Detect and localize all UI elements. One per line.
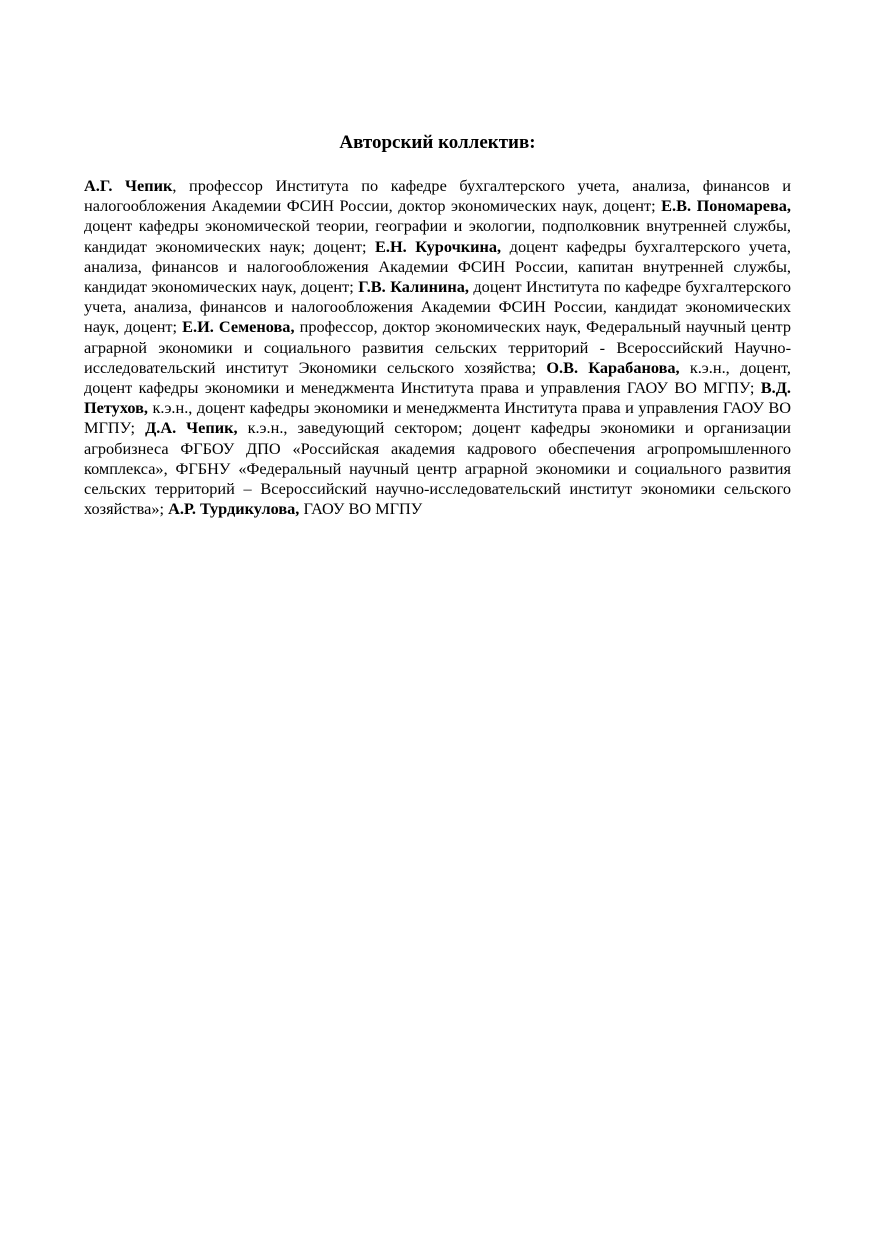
author-name: Е.В. Пономарева, [661, 196, 791, 216]
author-description: доцент Института по кафедре бухгалтерского учета, анализа, финансов и налогообложения Академии ФСИН России, кандидат экономических наук, доцент; [84, 277, 791, 337]
author-description: доцент кафедры бухгалтерского учета, анализа, финансов и налогообложения Академии ФСИН России, капитан внутренней службы, кандидат экономических наук, доцент; [84, 236, 791, 297]
author-description: профессор, доктор экономических наук, Федеральный научный центр аграрной экономики и социального развития сельских территорий - Всероссийский Научно-исследовательский институт Экономики сельского хозяйства; [84, 317, 792, 377]
authors-paragraph [84, 176, 791, 519]
author-name: В.Д. Петухов, [84, 378, 791, 418]
author-name: Г.В. Калинина, [358, 277, 469, 297]
author-description: к.э.н., заведующий сектором; доцент кафедры экономики и организации агробизнеса ФГБОУ ДПО «Российская академия кадрового обеспечения агропромышленного комплекса», ФГБНУ «Федеральный научный центр аграрной экономики и социального развития сельских территорий – Всероссийский научно-исследовательский институт экономики сельского хозяйства»; [84, 418, 791, 519]
author-name: Е.Н. Курочкина, [375, 236, 502, 256]
page-title: Авторский коллектив: [339, 132, 536, 153]
author-description: доцент кафедры экономической теории, географии и экологии, подполковник внутренней службы, кандидат экономических наук; доцент; [84, 216, 791, 256]
author-description: , профессор Института по кафедре бухгалтерского учета, анализа, финансов и налогообложения Академии ФСИН России, доктор экономических наук, доцент; [84, 176, 791, 216]
author-name: Е.И. Семенова, [182, 317, 295, 337]
author-name: О.В. Карабанова, [546, 357, 680, 377]
author-name: А.Г. Чепик [84, 176, 173, 195]
author-name: А.Р. Турдикулова, [168, 499, 300, 519]
author-description: к.э.н., доцент, доцент кафедры экономики и менеджмента Института права и управления ГАОУ ВО МГПУ; [84, 357, 791, 398]
author-name: Д.А. Чепик, [145, 418, 238, 438]
author-description: к.э.н., доцент кафедры экономики и менеджмента Института права и управления ГАОУ ВО МГПУ; [84, 398, 791, 438]
author-description: ГАОУ ВО МГПУ [299, 499, 423, 519]
